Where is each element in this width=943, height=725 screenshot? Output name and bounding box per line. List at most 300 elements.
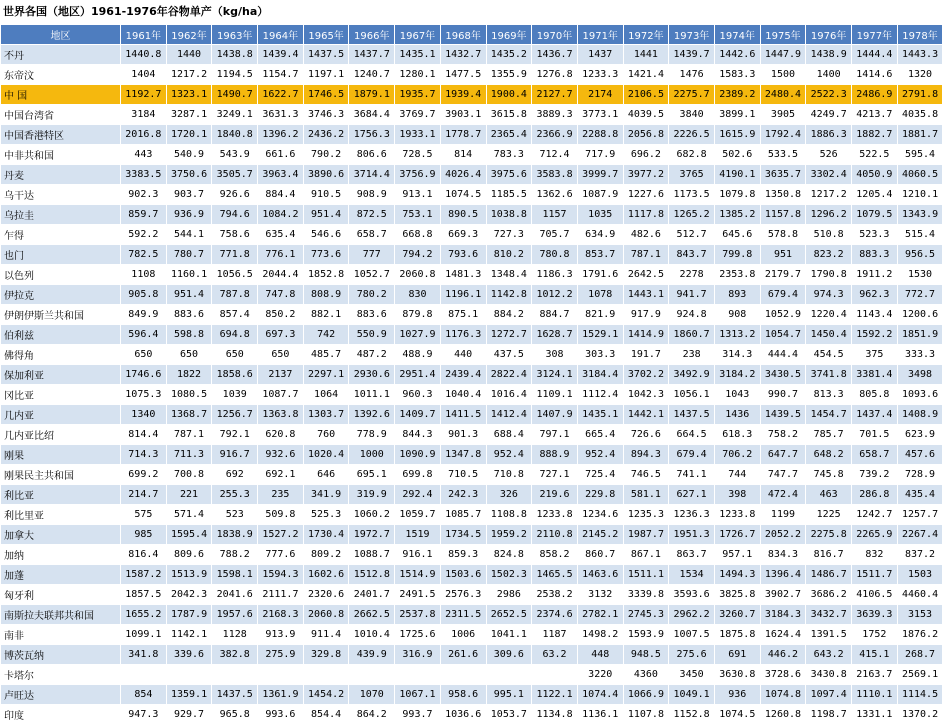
yield-value-cell: 1027.9: [395, 325, 441, 345]
yield-value-cell: 647.7: [760, 445, 806, 465]
yield-value-cell: 824.8: [486, 545, 532, 565]
yield-value-cell: 1088.7: [349, 545, 395, 565]
table-row: [1, 365, 943, 385]
region-name-cell: 东帝汶: [1, 65, 121, 85]
yield-value-cell: 2320.6: [303, 585, 349, 605]
yield-value-cell: 832: [852, 545, 898, 565]
yield-value-cell: 705.7: [532, 225, 578, 245]
yield-value-cell: 860.7: [577, 545, 623, 565]
yield-value-cell: 4360: [623, 665, 669, 685]
yield-value-cell: 2137: [258, 365, 304, 385]
yield-value-cell: 1594.3: [258, 565, 304, 585]
yield-value-cell: 692.1: [258, 465, 304, 485]
yield-value-cell: 229.8: [577, 485, 623, 505]
yield-value-cell: 780.2: [349, 285, 395, 305]
yield-value-cell: 1362.6: [532, 185, 578, 205]
yield-value-cell: 3975.6: [486, 165, 532, 185]
column-header-year: 1974年: [714, 25, 760, 45]
yield-value-cell: 1347.8: [440, 445, 486, 465]
yield-value-cell: 1052.9: [760, 305, 806, 325]
yield-value-cell: 242.3: [440, 485, 486, 505]
yield-value-cell: 916.7: [212, 445, 258, 465]
yield-value-cell: 4213.7: [852, 105, 898, 125]
yield-value-cell: 806.6: [349, 145, 395, 165]
yield-value-cell: 2060.8: [395, 265, 441, 285]
yield-value-cell: 571.4: [166, 505, 212, 525]
yield-value-cell: 515.4: [897, 225, 943, 245]
yield-value-cell: 908: [714, 305, 760, 325]
yield-value-cell: 1039: [212, 385, 258, 405]
yield-value-cell: 787.8: [212, 285, 258, 305]
region-name-cell: 中国台湾省: [1, 105, 121, 125]
yield-value-cell: 550.9: [349, 325, 395, 345]
yield-value-cell: 382.8: [212, 645, 258, 665]
yield-value-cell: 3773.1: [577, 105, 623, 125]
yield-value-cell: 3746.3: [303, 105, 349, 125]
yield-value-cell: 341.9: [303, 485, 349, 505]
yield-value-cell: 329.8: [303, 645, 349, 665]
yield-value-cell: 1136.1: [577, 705, 623, 725]
column-header-year: 1971年: [577, 25, 623, 45]
yield-value-cell: 2042.3: [166, 585, 212, 605]
yield-value-cell: 911.4: [303, 625, 349, 645]
yield-value-cell: 2106.5: [623, 85, 669, 105]
table-row: [1, 285, 943, 305]
yield-value-cell: 688.4: [486, 425, 532, 445]
yield-value-cell: 1122.1: [532, 685, 578, 705]
column-header-year: 1962年: [166, 25, 212, 45]
yield-value-cell: 1790.8: [806, 265, 852, 285]
yield-value-cell: 692: [212, 465, 258, 485]
table-header-row: [1, 25, 943, 45]
yield-value-cell: 1438.8: [212, 45, 258, 65]
yield-value-cell: 661.6: [258, 145, 304, 165]
yield-value-cell: 947.3: [121, 705, 167, 725]
table-row: [1, 625, 943, 645]
yield-value-cell: 650: [258, 345, 304, 365]
yield-value-cell: 2056.8: [623, 125, 669, 145]
yield-value-cell: 1198.7: [806, 705, 852, 725]
yield-value-cell: 665.4: [577, 425, 623, 445]
yield-value-cell: 1879.1: [349, 85, 395, 105]
yield-value-cell: 1114.5: [897, 685, 943, 705]
region-name-cell: 博茨瓦纳: [1, 645, 121, 665]
yield-value-cell: 859.7: [121, 205, 167, 225]
region-name-cell: 伊拉克: [1, 285, 121, 305]
yield-value-cell: 830: [395, 285, 441, 305]
yield-value-cell: 993.6: [258, 705, 304, 725]
yield-value-cell: 710.8: [486, 465, 532, 485]
yield-value-cell: 648.2: [806, 445, 852, 465]
yield-value-cell: 1465.5: [532, 565, 578, 585]
column-header-region: 地区: [1, 25, 121, 45]
region-name-cell: 卢旺达: [1, 685, 121, 705]
yield-value-cell: 1730.4: [303, 525, 349, 545]
yield-value-cell: 1857.5: [121, 585, 167, 605]
yield-value-cell: 592.2: [121, 225, 167, 245]
yield-value-cell: 2522.3: [806, 85, 852, 105]
yield-value-cell: 1933.1: [395, 125, 441, 145]
yield-value-cell: 1444.4: [852, 45, 898, 65]
yield-value-cell: 3825.8: [714, 585, 760, 605]
yield-value-cell: 837.2: [897, 545, 943, 565]
yield-value-cell: 1070: [349, 685, 395, 705]
column-header-year: 1965年: [303, 25, 349, 45]
yield-value-cell: 314.3: [714, 345, 760, 365]
yield-value-cell: 1511.1: [623, 565, 669, 585]
yield-value-cell: 957.1: [714, 545, 760, 565]
yield-value-cell: 3635.7: [760, 165, 806, 185]
yield-value-cell: 1012.2: [532, 285, 578, 305]
yield-value-cell: 1194.5: [212, 65, 258, 85]
yield-value-cell: 884.7: [532, 305, 578, 325]
yield-value-cell: 1143.4: [852, 305, 898, 325]
column-header-year: 1964年: [258, 25, 304, 45]
yield-value-cell: 1756.3: [349, 125, 395, 145]
yield-value-cell: 797.1: [532, 425, 578, 445]
table-row: [1, 605, 943, 625]
yield-value-cell: 1628.7: [532, 325, 578, 345]
yield-value-cell: 454.5: [806, 345, 852, 365]
yield-value-cell: 936: [714, 685, 760, 705]
region-name-cell: 佛得角: [1, 345, 121, 365]
table-row: [1, 645, 943, 665]
yield-value-cell: 857.4: [212, 305, 258, 325]
yield-value-cell: 747.7: [760, 465, 806, 485]
yield-value-cell: 1746.5: [303, 85, 349, 105]
yield-value-cell: 773.6: [303, 245, 349, 265]
yield-value-cell: 884.4: [258, 185, 304, 205]
yield-value-cell: 727.1: [532, 465, 578, 485]
yield-value-cell: 2060.8: [303, 605, 349, 625]
yield-value-cell: 1463.6: [577, 565, 623, 585]
yield-value-cell: 960.3: [395, 385, 441, 405]
yield-value-cell: 1392.6: [349, 405, 395, 425]
yield-value-cell: 1303.7: [303, 405, 349, 425]
yield-value-cell: 1447.9: [760, 45, 806, 65]
yield-value-cell: 2267.4: [897, 525, 943, 545]
yield-value-cell: 1220.4: [806, 305, 852, 325]
yield-value-cell: 1437.5: [212, 685, 258, 705]
yield-value-cell: 275.9: [258, 645, 304, 665]
yield-value-cell: 3505.7: [212, 165, 258, 185]
yield-value-cell: 303.3: [577, 345, 623, 365]
yield-value-cell: 1010.4: [349, 625, 395, 645]
yield-value-cell: 809.6: [166, 545, 212, 565]
yield-value-cell: 1078: [577, 285, 623, 305]
yield-value-cell: 3903.1: [440, 105, 486, 125]
yield-value-cell: 1107.8: [623, 705, 669, 725]
yield-value-cell: 1074.4: [577, 685, 623, 705]
yield-value-cell: 1276.8: [532, 65, 578, 85]
table-row: [1, 325, 943, 345]
yield-value-cell: 509.8: [258, 505, 304, 525]
yield-value-cell: 883.6: [166, 305, 212, 325]
yield-value-cell: 1186.3: [532, 265, 578, 285]
yield-value-cell: 745.8: [806, 465, 852, 485]
yield-value-cell: 1323.1: [166, 85, 212, 105]
yield-value-cell: 1074.5: [440, 185, 486, 205]
yield-value-cell: 785.7: [806, 425, 852, 445]
yield-value-cell: 821.9: [577, 305, 623, 325]
yield-value-cell: 512.7: [669, 225, 715, 245]
yield-value-cell: 2179.7: [760, 265, 806, 285]
yield-value-cell: 3220: [577, 665, 623, 685]
yield-value-cell: 725.4: [577, 465, 623, 485]
yield-value-cell: 1053.7: [486, 705, 532, 725]
region-name-cell: 保加利亚: [1, 365, 121, 385]
yield-value-cell: 1391.5: [806, 625, 852, 645]
yield-value-cell: 2439.4: [440, 365, 486, 385]
yield-value-cell: 1079.8: [714, 185, 760, 205]
yield-value-cell: 219.6: [532, 485, 578, 505]
yield-value-cell: 3977.2: [623, 165, 669, 185]
yield-value-cell: 958.6: [440, 685, 486, 705]
yield-value-cell: 882.1: [303, 305, 349, 325]
yield-value-cell: 1109.1: [532, 385, 578, 405]
table-row: [1, 465, 943, 485]
yield-value-cell: 1036.6: [440, 705, 486, 725]
yield-value-cell: 2366.9: [532, 125, 578, 145]
yield-value-cell: 867.1: [623, 545, 669, 565]
yield-value-cell: 884.2: [486, 305, 532, 325]
yield-value-cell: 932.6: [258, 445, 304, 465]
yield-value-cell: 1085.7: [440, 505, 486, 525]
yield-value-cell: 1331.1: [852, 705, 898, 725]
yield-value-cell: 1519: [395, 525, 441, 545]
yield-value-cell: 1408.9: [897, 405, 943, 425]
yield-value-cell: 463: [806, 485, 852, 505]
region-name-cell: 南非: [1, 625, 121, 645]
yield-value-cell: 3702.2: [623, 365, 669, 385]
yield-value-cell: 2480.4: [760, 85, 806, 105]
yield-value-cell: 3287.1: [166, 105, 212, 125]
yield-value-cell: 1414.6: [852, 65, 898, 85]
column-header-year: 1970年: [532, 25, 578, 45]
yield-value-cell: 888.9: [532, 445, 578, 465]
yield-value-cell: 1441: [623, 45, 669, 65]
yield-value-cell: 816.7: [806, 545, 852, 565]
yield-value-cell: 864.2: [349, 705, 395, 725]
yield-value-cell: 1437.5: [303, 45, 349, 65]
yield-value-cell: 578.8: [760, 225, 806, 245]
table-row: [1, 445, 943, 465]
yield-value-cell: 235: [258, 485, 304, 505]
yield-value-cell: 809.2: [303, 545, 349, 565]
yield-value-cell: 1233.8: [532, 505, 578, 525]
yield-value-cell: 1436.7: [532, 45, 578, 65]
column-header-year: 1975年: [760, 25, 806, 45]
yield-value-cell: 2041.6: [212, 585, 258, 605]
yield-value-cell: 598.8: [166, 325, 212, 345]
yield-value-cell: 844.3: [395, 425, 441, 445]
yield-value-cell: 1199: [760, 505, 806, 525]
yield-value-cell: 2652.5: [486, 605, 532, 625]
yield-value-cell: 2353.8: [714, 265, 760, 285]
yield-value-cell: 758.2: [760, 425, 806, 445]
yield-value-cell: 1112.4: [577, 385, 623, 405]
yield-value-cell: 4035.8: [897, 105, 943, 125]
yield-value-cell: 1593.9: [623, 625, 669, 645]
column-header-year: 1978年: [897, 25, 943, 45]
yield-value-cell: 1437.5: [669, 405, 715, 425]
yield-value-cell: 540.9: [166, 145, 212, 165]
yield-value-cell: 525.3: [303, 505, 349, 525]
yield-value-cell: 990.7: [760, 385, 806, 405]
yield-value-cell: 1363.8: [258, 405, 304, 425]
yield-value-cell: 1272.7: [486, 325, 532, 345]
yield-value-cell: 1875.8: [714, 625, 760, 645]
yield-value-cell: 3249.1: [212, 105, 258, 125]
yield-value-cell: 1882.7: [852, 125, 898, 145]
yield-value-cell: 2163.7: [852, 665, 898, 685]
table-body: [1, 45, 943, 725]
yield-value-cell: 1454.2: [303, 685, 349, 705]
yield-value-cell: 4106.5: [852, 585, 898, 605]
yield-value-cell: 435.4: [897, 485, 943, 505]
yield-value-cell: 1450.4: [806, 325, 852, 345]
yield-value-cell: 1440: [166, 45, 212, 65]
yield-value-cell: 883.3: [852, 245, 898, 265]
yield-value-cell: 1343.9: [897, 205, 943, 225]
yield-value-cell: 1173.5: [669, 185, 715, 205]
yield-value-cell: 726.6: [623, 425, 669, 445]
yield-value-cell: 1822: [166, 365, 212, 385]
yield-value-cell: 1432.7: [440, 45, 486, 65]
column-header-year: 1968年: [440, 25, 486, 45]
column-header-year: 1973年: [669, 25, 715, 45]
yield-value-cell: 1439.7: [669, 45, 715, 65]
yield-value-cell: 758.6: [212, 225, 258, 245]
yield-value-cell: 1196.1: [440, 285, 486, 305]
yield-value-cell: 3615.8: [486, 105, 532, 125]
yield-value-cell: 4039.5: [623, 105, 669, 125]
yield-value-cell: 1435.1: [395, 45, 441, 65]
yield-value-cell: 191.7: [623, 345, 669, 365]
yield-value-cell: 1152.8: [669, 705, 715, 725]
yield-value-cell: 3498: [897, 365, 943, 385]
yield-value-cell: 2297.1: [303, 365, 349, 385]
yield-value-cell: 221: [166, 485, 212, 505]
table-row-highlighted: [1, 85, 943, 105]
yield-value-cell: 1838.9: [212, 525, 258, 545]
yield-value-cell: 1157.8: [760, 205, 806, 225]
yield-value-cell: 1370.2: [897, 705, 943, 725]
yield-value-cell: 523: [212, 505, 258, 525]
table-row: [1, 505, 943, 525]
yield-value-cell: 275.6: [669, 645, 715, 665]
yield-value-cell: 268.7: [897, 645, 943, 665]
yield-value-cell: 1583.3: [714, 65, 760, 85]
yield-value-cell: 415.1: [852, 645, 898, 665]
yield-value-cell: 2016.8: [121, 125, 167, 145]
yield-value-cell: 1157: [532, 205, 578, 225]
yield-value-cell: 261.6: [440, 645, 486, 665]
yield-value-cell: 1080.5: [166, 385, 212, 405]
yield-value-cell: 1084.2: [258, 205, 304, 225]
column-header-year: 1977年: [852, 25, 898, 45]
yield-value-cell: 1256.7: [212, 405, 258, 425]
yield-value-cell: 1108.8: [486, 505, 532, 525]
yield-value-cell: 1972.7: [349, 525, 395, 545]
yield-value-cell: 3630.8: [714, 665, 760, 685]
yield-value-cell: 309.6: [486, 645, 532, 665]
yield-value-cell: 1624.4: [760, 625, 806, 645]
yield-value-cell: 1320: [897, 65, 943, 85]
yield-value-cell: 872.5: [349, 205, 395, 225]
yield-value-cell: 1939.4: [440, 85, 486, 105]
yield-value-cell: 1881.7: [897, 125, 943, 145]
yield-value-cell: 1160.1: [166, 265, 212, 285]
yield-value-cell: 908.9: [349, 185, 395, 205]
yield-value-cell: [486, 665, 532, 685]
table-row: [1, 485, 943, 505]
yield-value-cell: 546.6: [303, 225, 349, 245]
yield-value-cell: 1233.8: [714, 505, 760, 525]
yield-value-cell: 375: [852, 345, 898, 365]
yield-value-cell: [121, 665, 167, 685]
table-row: [1, 165, 943, 185]
yield-value-cell: 700.8: [166, 465, 212, 485]
yield-value-cell: 3899.1: [714, 105, 760, 125]
yield-value-cell: 2745.3: [623, 605, 669, 625]
yield-value-cell: 917.9: [623, 305, 669, 325]
yield-value-cell: 2389.2: [714, 85, 760, 105]
yield-value-cell: 650: [121, 345, 167, 365]
yield-value-cell: 1404: [121, 65, 167, 85]
yield-value-cell: 1511.7: [852, 565, 898, 585]
yield-value-cell: 3184: [121, 105, 167, 125]
yield-value-cell: 1340: [121, 405, 167, 425]
yield-value-cell: 457.6: [897, 445, 943, 465]
yield-value-cell: 3756.9: [395, 165, 441, 185]
yield-value-cell: 1313.2: [714, 325, 760, 345]
yield-value-cell: 472.4: [760, 485, 806, 505]
yield-value-cell: 1049.1: [669, 685, 715, 705]
yield-value-cell: 1534: [669, 565, 715, 585]
yield-value-cell: 916.1: [395, 545, 441, 565]
yield-value-cell: 3684.4: [349, 105, 395, 125]
yield-value-cell: 4460.4: [897, 585, 943, 605]
yield-value-cell: 3583.8: [532, 165, 578, 185]
yield-value-cell: 883.6: [349, 305, 395, 325]
yield-value-cell: 1041.1: [486, 625, 532, 645]
table-row: [1, 125, 943, 145]
yield-value-cell: 1128: [212, 625, 258, 645]
yield-value-cell: 575: [121, 505, 167, 525]
yield-value-cell: 333.3: [897, 345, 943, 365]
yield-value-cell: 526: [806, 145, 852, 165]
yield-value-cell: 782.5: [121, 245, 167, 265]
yield-value-cell: 794.6: [212, 205, 258, 225]
yield-value-cell: 2275.7: [669, 85, 715, 105]
yield-value-cell: 1059.7: [395, 505, 441, 525]
yield-value-cell: 905.8: [121, 285, 167, 305]
yield-value-cell: 699.2: [121, 465, 167, 485]
yield-value-cell: 3383.5: [121, 165, 167, 185]
yield-value-cell: 814.4: [121, 425, 167, 445]
yield-value-cell: 1435.1: [577, 405, 623, 425]
yield-value-cell: 2576.3: [440, 585, 486, 605]
yield-value-cell: 1746.6: [121, 365, 167, 385]
yield-value-cell: 747.8: [258, 285, 304, 305]
yield-value-cell: 1778.7: [440, 125, 486, 145]
yield-value-cell: 658.7: [852, 445, 898, 465]
yield-value-cell: 1350.8: [760, 185, 806, 205]
yield-value-cell: 437.5: [486, 345, 532, 365]
yield-value-cell: 2311.5: [440, 605, 486, 625]
yield-value-cell: 951.4: [166, 285, 212, 305]
